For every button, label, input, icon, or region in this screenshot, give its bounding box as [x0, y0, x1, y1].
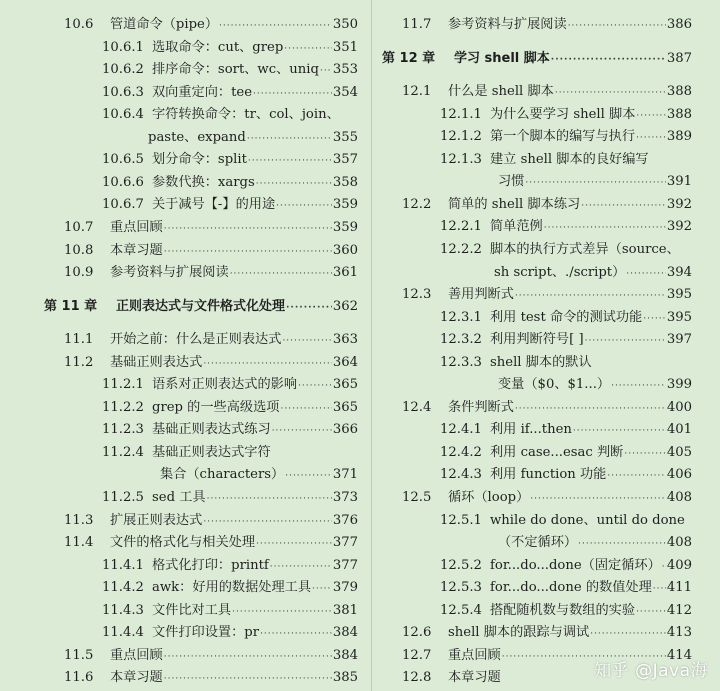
- toc-page-number: 388: [666, 106, 692, 122]
- toc-page-number: 363: [332, 332, 358, 348]
- toc-entry: [44, 555, 358, 577]
- toc-page-number: 411: [666, 580, 692, 596]
- toc-entry-number: 12.7: [402, 647, 432, 663]
- toc-entry: [382, 577, 692, 599]
- toc-entry-number: 11.2.5: [102, 490, 144, 505]
- toc-entry: [44, 352, 358, 374]
- toc-entry-number: 11.4: [64, 535, 94, 551]
- toc-entry: [44, 262, 358, 284]
- toc-entry-number: 12.3.1: [440, 309, 482, 325]
- toc-entry: [382, 374, 692, 396]
- toc-entry: [44, 37, 358, 59]
- toc-leader-dots: [515, 398, 666, 420]
- toc-page-number: 408: [666, 490, 692, 505]
- toc-leader-dots: [573, 420, 666, 442]
- toc-page-number: 394: [666, 264, 692, 280]
- toc-entry-title: 学习 shell 脚本: [454, 50, 550, 66]
- toc-entry-title: 变量（$0、$1...）: [498, 377, 611, 393]
- toc-leader-dots: [636, 601, 666, 623]
- toc-entry: [382, 329, 692, 351]
- toc-page-number: 359: [332, 219, 358, 235]
- toc-entry: [44, 149, 358, 171]
- toc-page-number: 400: [666, 399, 692, 415]
- toc-entry-title: 利用 function 功能: [490, 467, 607, 483]
- toc-leader-dots: [286, 297, 332, 319]
- toc-entry: [382, 600, 692, 622]
- toc-entry-title: 简单范例: [490, 219, 543, 235]
- toc-entry-title: 利用 case...esac 判断: [490, 444, 624, 460]
- toc-leader-dots: [281, 398, 332, 420]
- toc-leader-dots: [298, 375, 332, 397]
- toc-entry: [382, 171, 692, 193]
- toc-page-number: 386: [666, 17, 692, 32]
- toc-entry-number: 12.5.2: [440, 557, 482, 573]
- toc-entry-number: 10.6: [64, 17, 94, 32]
- toc-entry-title: 参考资料与扩展阅读: [448, 17, 567, 32]
- toc-leader-dots: [578, 533, 666, 555]
- column-divider: [371, 0, 372, 691]
- toc-chapter-entry: [44, 296, 358, 318]
- toc-entry-title: 开始之前：什么是正则表达式: [110, 332, 282, 348]
- toc-entry-title: 条件判断式: [448, 399, 514, 415]
- toc-page-number: 408: [666, 535, 692, 551]
- toc-entry-title: （不定循环）: [498, 535, 578, 551]
- toc-entry: [44, 645, 358, 667]
- toc-entry-title: 排序命令：sort、wc、uniq: [152, 62, 319, 78]
- toc-entry-title: 搭配随机数与数组的实验: [490, 602, 636, 618]
- toc-entry-title: 重点回顾: [110, 219, 163, 235]
- toc-page-number: 405: [666, 444, 692, 460]
- toc-leader-dots: [207, 488, 332, 510]
- toc-leader-dots: [662, 556, 666, 578]
- toc-entry-title: paste、expand: [148, 129, 246, 145]
- toc-entry-title: 重点回顾: [110, 647, 163, 663]
- toc-entry: [44, 82, 358, 104]
- toc-leader-dots: [256, 533, 332, 555]
- toc-page-number: 384: [332, 625, 358, 641]
- toc-entry: [382, 442, 692, 464]
- toc-entry-title: 正则表达式与文件格式化处理: [116, 298, 286, 314]
- toc-leader-dots: [568, 15, 666, 37]
- toc-entry: [382, 194, 692, 216]
- toc-leader-dots: [248, 150, 332, 172]
- toc-page-number: 412: [666, 602, 692, 618]
- toc-page-number: 361: [332, 265, 358, 281]
- toc-page-number: 379: [332, 580, 358, 596]
- toc-entry-title: 文件打印设置：pr: [152, 625, 260, 641]
- toc-entry-title: sed 工具: [152, 490, 206, 505]
- toc-entry: [44, 240, 358, 262]
- toc-page-number: 392: [666, 219, 692, 235]
- toc-entry: [382, 239, 692, 261]
- toc-entry-title: 字符转换命令：tr、col、join、: [152, 107, 340, 123]
- toc-entry-number: 11.6: [64, 670, 94, 686]
- toc-leader-dots: [285, 465, 332, 487]
- toc-entry-number: 12.4: [402, 399, 432, 415]
- toc-entry: [382, 307, 692, 329]
- toc-leader-dots: [232, 601, 332, 623]
- toc-entry-number: 11.7: [402, 17, 432, 32]
- toc-entry-number: 12.3: [402, 287, 432, 303]
- toc-page-number: 381: [332, 602, 358, 618]
- toc-entry-number: 10.6.3: [102, 84, 144, 100]
- toc-entry: [382, 352, 692, 374]
- toc-entry-number: 10.7: [64, 219, 94, 235]
- toc-entry-number: 第 11 章: [44, 298, 98, 314]
- toc-entry: [382, 81, 692, 103]
- toc-page-number: 359: [332, 197, 358, 213]
- toc-page-number: 413: [666, 625, 692, 641]
- toc-entry: [44, 510, 358, 532]
- toc-entry-number: 11.4.2: [102, 580, 144, 596]
- toc-page-number: 364: [332, 354, 358, 370]
- toc-leader-dots: [585, 330, 666, 352]
- toc-leader-dots: [164, 241, 332, 263]
- toc-entry-title: while do done、until do done: [490, 512, 685, 528]
- toc-entry-number: 11.3: [64, 512, 94, 528]
- toc-leader-dots: [555, 82, 666, 104]
- toc-entry-title: 语系对正则表达式的影响: [152, 377, 298, 393]
- toc-leader-dots: [164, 218, 332, 240]
- toc-entry-title: for...do...done 的数值处理: [490, 580, 652, 596]
- toc-page-number: 397: [666, 332, 692, 348]
- toc-entry: [382, 622, 692, 644]
- toc-entry-number: 12.2: [402, 196, 432, 212]
- toc-entry-title: 重点回顾: [448, 647, 501, 663]
- toc-entry: [44, 59, 358, 81]
- toc-entry-title: 第一个脚本的编写与执行: [490, 129, 636, 145]
- toc-page-number: 376: [332, 512, 358, 528]
- toc-page-number: 371: [332, 467, 358, 483]
- toc-entry: [382, 262, 692, 284]
- toc-entry: [382, 126, 692, 148]
- toc-entry: [44, 104, 358, 126]
- toc-entry-number: 12.4.1: [440, 422, 482, 438]
- toc-page-number: 354: [332, 84, 358, 100]
- toc-entry-title: 管道命令（pipe）: [110, 17, 219, 32]
- toc-page-number: 414: [666, 647, 692, 663]
- toc-page-number: 399: [666, 377, 692, 393]
- toc-entry: [382, 532, 692, 554]
- toc-entry-number: 10.6.7: [102, 197, 144, 213]
- toc-entry-number: 12.5: [402, 490, 432, 505]
- toc-leader-dots: [611, 375, 666, 397]
- toc-entry-number: 12.1.2: [440, 129, 482, 145]
- toc-entry-number: 11.1: [64, 332, 94, 348]
- toc-entry-title: 利用判断符号[ ]: [490, 332, 584, 348]
- toc-leader-dots: [203, 353, 332, 375]
- toc-entry-number: 12.6: [402, 625, 432, 641]
- toc-page-number: 377: [332, 557, 358, 573]
- toc-entry-title: 基础正则表达式练习: [152, 422, 271, 438]
- toc-entry-number: 第 12 章: [382, 50, 436, 66]
- toc-entry: [382, 464, 692, 486]
- toc-entry-title: sh script、./script）: [494, 264, 626, 280]
- toc-entry: [382, 510, 692, 532]
- toc-entry-number: 12.2.1: [440, 219, 482, 235]
- toc-entry-title: 利用 test 命令的测试功能: [490, 309, 643, 325]
- toc-entry-number: 10.6.2: [102, 62, 144, 78]
- toc-entry: [44, 577, 358, 599]
- toc-leader-dots: [247, 128, 332, 150]
- toc-entry: [382, 487, 692, 509]
- toc-page-number: 358: [332, 174, 358, 190]
- toc-leader-dots: [312, 578, 332, 600]
- toc-entry-title: 本章习题: [110, 670, 163, 686]
- toc-page-number: 391: [666, 174, 692, 190]
- toc-leader-dots: [203, 511, 332, 533]
- toc-entry-number: 12.5.3: [440, 580, 482, 596]
- toc-page-number: 409: [666, 557, 692, 573]
- toc-leader-dots: [230, 263, 332, 285]
- toc-entry-number: 11.2.4: [102, 444, 144, 460]
- toc-entry-title: 基础正则表达式字符: [152, 444, 271, 460]
- toc-entry-number: 11.2.1: [102, 377, 144, 393]
- toc-entry-number: 12.3.2: [440, 332, 482, 348]
- toc-entry-title: for...do...done（固定循环）: [490, 557, 661, 573]
- toc-page-number: 350: [332, 17, 358, 32]
- watermark: 知乎 @Java海: [594, 661, 708, 681]
- toc-entry: [382, 216, 692, 238]
- toc-entry-title: 划分命令：split: [152, 152, 247, 168]
- toc-entry: [44, 600, 358, 622]
- toc-entry: [382, 419, 692, 441]
- toc-entry-title: 利用 if...then: [490, 422, 572, 438]
- toc-entry: [382, 555, 692, 577]
- toc-entry-title: shell 脚本的默认: [490, 354, 592, 370]
- toc-entry: [44, 374, 358, 396]
- toc-entry: [44, 397, 358, 419]
- toc-entry: [382, 104, 692, 126]
- toc-leader-dots: [272, 420, 332, 442]
- toc-entry-number: 12.2.2: [440, 241, 482, 257]
- toc-entry-title: 扩展正则表达式: [110, 512, 203, 528]
- toc-entry-number: 12.8: [402, 670, 432, 686]
- toc-leader-dots: [643, 308, 666, 330]
- toc-leader-dots: [551, 49, 666, 71]
- toc-entry-number: 11.4.1: [102, 557, 144, 573]
- toc-page-number: 362: [332, 298, 358, 314]
- toc-entry: [44, 217, 358, 239]
- toc-entry-title: 参考资料与扩展阅读: [110, 265, 229, 281]
- toc-entry-number: 10.8: [64, 242, 94, 258]
- toc-entry-title: 选取命令：cut、grep: [152, 39, 284, 55]
- toc-page-number: 401: [666, 422, 692, 438]
- toc-leader-dots: [284, 38, 332, 60]
- toc-entry: [44, 194, 358, 216]
- toc-leader-dots: [544, 217, 666, 239]
- toc-entry-title: 本章习题: [110, 242, 163, 258]
- toc-page-number: 392: [666, 196, 692, 212]
- toc-entry: [44, 487, 358, 509]
- toc-leader-dots: [653, 578, 666, 600]
- toc-leader-dots: [320, 60, 332, 82]
- toc-page-number: 373: [332, 490, 358, 505]
- toc-leader-dots: [164, 646, 332, 668]
- toc-page-number: 365: [332, 399, 358, 415]
- toc-entry-number: 11.2: [64, 354, 94, 370]
- toc-leader-dots: [219, 15, 332, 37]
- toc-entry-number: 12.5.1: [440, 512, 482, 528]
- toc-leader-dots: [636, 127, 666, 149]
- toc-entry-title: 善用判断式: [448, 287, 514, 303]
- toc-leader-dots: [260, 623, 332, 645]
- toc-leader-dots: [282, 330, 331, 352]
- toc-entry-title: 文件的格式化与相关处理: [110, 535, 256, 551]
- toc-page-number: 395: [666, 309, 692, 325]
- toc-entry-title: shell 脚本的跟踪与调试: [448, 625, 590, 641]
- toc-leader-dots: [253, 83, 332, 105]
- toc-entry-title: 习惯: [498, 174, 525, 190]
- toc-leader-dots: [164, 668, 332, 690]
- toc-entry: [44, 127, 358, 149]
- toc-entry-number: 11.2.2: [102, 399, 144, 415]
- toc-chapter-entry: [382, 48, 692, 70]
- toc-entry-title: awk：好用的数据处理工具: [152, 580, 312, 596]
- toc-entry-title: 什么是 shell 脚本: [448, 84, 554, 100]
- toc-leader-dots: [270, 556, 332, 578]
- toc-entry: [44, 329, 358, 351]
- toc-entry: [44, 532, 358, 554]
- toc-leader-dots: [590, 623, 666, 645]
- toc-entry: [382, 397, 692, 419]
- toc-leader-dots: [530, 488, 666, 510]
- toc-leader-dots: [636, 105, 665, 127]
- toc-page-number: 385: [332, 670, 358, 686]
- toc-entry: [44, 419, 358, 441]
- toc-leader-dots: [525, 172, 665, 194]
- toc-page-number: 351: [332, 39, 358, 55]
- toc-page-number: 365: [332, 377, 358, 393]
- toc-page-number: 406: [666, 467, 692, 483]
- toc-page-number: 357: [332, 152, 358, 168]
- toc-entry-number: 12.4.2: [440, 444, 482, 460]
- toc-page-number: 366: [332, 422, 358, 438]
- toc-entry-number: 11.5: [64, 647, 94, 663]
- toc-entry-number: 12.5.4: [440, 602, 482, 618]
- toc-leader-dots: [276, 195, 332, 217]
- toc-entry: [44, 622, 358, 644]
- toc-entry-title: 双向重定向：tee: [152, 84, 253, 100]
- toc-entry-number: 12.4.3: [440, 467, 482, 483]
- toc-page-number: 360: [332, 242, 358, 258]
- toc-entry: [44, 172, 358, 194]
- toc-entry-number: 10.9: [64, 265, 94, 281]
- toc-entry: [44, 464, 358, 486]
- toc-entry-title: 本章习题: [448, 670, 501, 686]
- toc-page-number: 377: [332, 535, 358, 551]
- toc-entry-title: 为什么要学习 shell 脚本: [490, 106, 636, 122]
- toc-page-number: 355: [332, 129, 358, 145]
- toc-leader-dots: [581, 195, 666, 217]
- toc-entry-title: 循环（loop）: [448, 490, 530, 505]
- toc-entry: [44, 442, 358, 464]
- toc-leader-dots: [515, 285, 666, 307]
- toc-entry-number: 12.1.3: [440, 151, 482, 167]
- toc-entry-title: 关于减号【-】的用途: [152, 197, 276, 213]
- toc-entry: [382, 284, 692, 306]
- toc-page-number: 388: [666, 84, 692, 100]
- toc-entry-number: 10.6.5: [102, 152, 144, 168]
- toc-entry: [382, 149, 692, 171]
- toc-entry-number: 11.4.4: [102, 625, 144, 641]
- toc-entry-title: 脚本的执行方式差异（source、: [490, 241, 680, 257]
- toc-leader-dots: [626, 263, 666, 285]
- toc-entry-title: grep 的一些高级选项: [152, 399, 280, 415]
- toc-entry: [44, 667, 358, 689]
- toc-leader-dots: [607, 465, 665, 487]
- toc-entry-number: 10.6.4: [102, 107, 144, 123]
- toc-entry: [44, 14, 358, 36]
- toc-entry-title: 简单的 shell 脚本练习: [448, 196, 581, 212]
- toc-entry-number: 12.1: [402, 84, 432, 100]
- toc-entry-number: 10.6.6: [102, 174, 144, 190]
- toc-entry-title: 基础正则表达式: [110, 354, 203, 370]
- toc-page-number: 353: [332, 62, 358, 78]
- toc-entry-number: 12.1.1: [440, 106, 482, 122]
- toc-entry-title: 文件比对工具: [152, 602, 232, 618]
- toc-page-number: 387: [666, 50, 692, 66]
- toc-page-number: 395: [666, 287, 692, 303]
- toc-entry-number: 11.4.3: [102, 602, 144, 618]
- toc-entry-number: 10.6.1: [102, 39, 144, 55]
- toc-entry-title: 集合（characters）: [160, 467, 285, 483]
- toc-leader-dots: [256, 173, 332, 195]
- toc-page-number: 384: [332, 647, 358, 663]
- toc-entry-title: 建立 shell 脚本的良好编写: [490, 151, 649, 167]
- toc-entry-title: 格式化打印：printf: [152, 557, 269, 573]
- toc-entry-title: 参数代换：xargs: [152, 174, 255, 190]
- toc-leader-dots: [624, 443, 665, 465]
- toc-entry: [382, 14, 692, 36]
- toc-entry-number: 11.2.3: [102, 422, 144, 438]
- toc-page-number: 389: [666, 129, 692, 145]
- toc-entry-number: 12.3.3: [440, 354, 482, 370]
